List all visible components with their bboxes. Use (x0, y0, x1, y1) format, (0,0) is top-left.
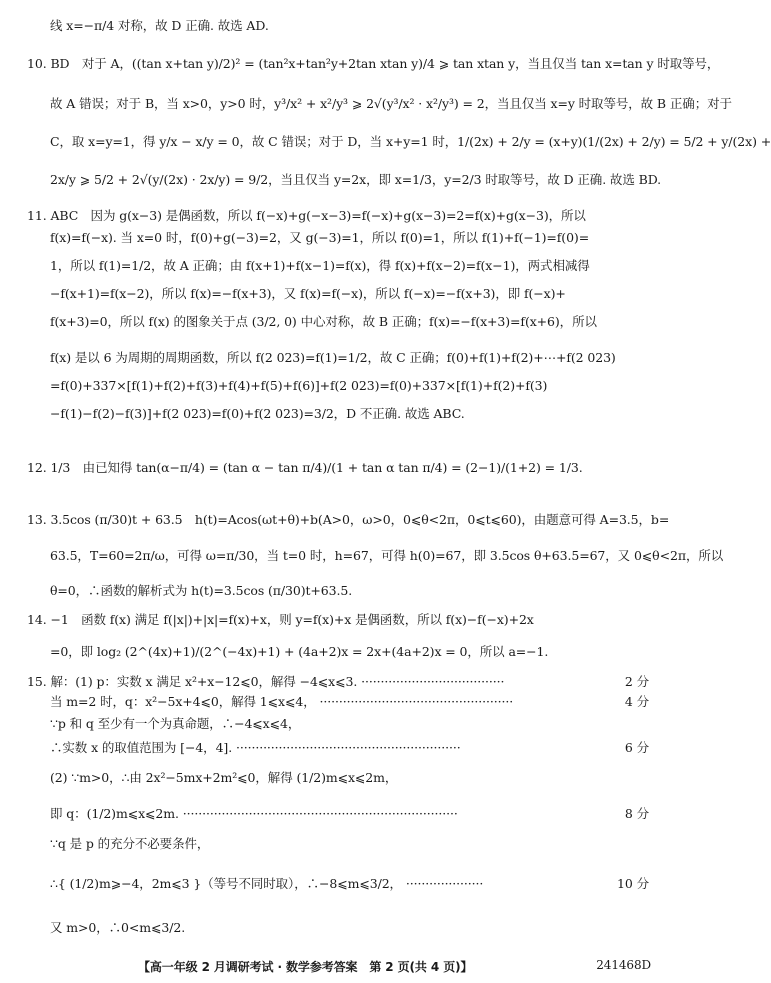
score-8: 8 分 (624, 806, 649, 821)
problem-15-line-1: 15. 解：(1) p：实数 x 满足 x²+x−12⩽0，解得 −4⩽x⩽3. ····································· (27, 674, 505, 689)
problem-10-line-4: 2x/y ⩾ 5/2 + 2√(y/(2x) · 2x/y) = 9/2，当且仅当 y=2x，即 x=1/3，y=2/3 时取等号，故 D 正确. 故选 BD. (50, 172, 662, 187)
problem-11-line-3: 1，所以 f(1)=1/2，故 A 正确；由 f(x+1)+f(x−1)=f(x)，得 f(x)+f(x−2)=f(x−1)，两式相减得 (50, 258, 590, 273)
problem-11-line-8: −f(1)−f(2)−f(3)]+f(2 023)=f(0)+f(2 023)=3/2，D 不正确. 故选 ABC. (50, 406, 465, 421)
problem-13-line-2: 63.5，T=60=2π/ω，可得 ω=π/30，当 t=0 时，h=67，可得 h(0)=67，即 3.5cos θ+63.5=67，又 0⩽θ<2π，所以 (50, 548, 724, 563)
page-footer (0, 958, 677, 976)
problem-15-line-5: (2) ∵m>0，∴由 2x²−5mx+2m²⩽0，解得 (1/2)m⩽x⩽2m， (50, 770, 398, 785)
problem-11-line-5: f(x+3)=0，所以 f(x) 的图象关于点 (3/2, 0) 中心对称，故 B 正确；f(x)=−f(x+3)=f(x+6)，所以 (50, 314, 597, 329)
problem-15-line-3: ∵p 和 q 至少有一个为真命题，∴−4⩽x⩽4， (50, 716, 301, 731)
score-10: 10 分 (617, 876, 649, 891)
score-2: 2 分 (624, 674, 649, 689)
problem-10-line-1: 10. BD 对于 A，((tan x+tan y)/2)² = (tan²x+tan²y+2tan xtan y)/4 ⩾ tan xtan y，当且仅当 tan x=tan y 时取等号， (27, 56, 720, 71)
problem-15-line-2: 当 m=2 时，q：x²−5x+4⩽0，解得 1⩽x⩽4， ·················································· (50, 694, 514, 709)
score-6: 6 分 (624, 740, 649, 755)
problem-12: 12. 1/3 由已知得 tan(α−π/4) = (tan α − tan π/4)/(1 + tan α tan π/4) = (2−1)/(1+2) = 1/3. (27, 460, 583, 475)
score-4: 4 分 (624, 694, 649, 709)
problem-11-line-4: −f(x+1)=f(x−2)，所以 f(x)=−f(x+3)，又 f(x)=f(−x)，所以 f(−x)=−f(x+3)，即 f(−x)+ (50, 286, 566, 301)
problem-10-line-2: 故 A 错误；对于 B，当 x>0，y>0 时，y³/x² + x²/y³ ⩾ 2√(y³/x² · x²/y³) = 2，当且仅当 x=y 时取等号，故 B 正确；对于 (50, 96, 732, 111)
problem-15-line-9: 又 m>0，∴0<m⩽3/2. (50, 920, 186, 935)
problem-15-line-7: ∵q 是 p 的充分不必要条件， (50, 836, 210, 851)
problem-13-line-1: 13. 3.5cos (π/30)t + 63.5 h(t)=Acos(ωt+θ)+b(A>0，ω>0，0⩽θ<2π，0⩽t⩽60)，由题意可得 A=3.5，b= (27, 512, 670, 527)
problem-11-line-7: =f(0)+337×[f(1)+f(2)+f(3)+f(4)+f(5)+f(6)]+f(2 023)=f(0)+337×[f(1)+f(2)+f(3) (50, 378, 548, 393)
problem-15-line-4: ∴实数 x 的取值范围为 [−4，4]. ·························································· (50, 740, 461, 755)
problem-14-line-1: 14. −1 函数 f(x) 满足 f(|x|)+|x|=f(x)+x，则 y=f(x)+x 是偶函数，所以 f(x)−f(−x)+2x (27, 612, 534, 627)
footer-code: 241468D (596, 958, 651, 972)
line-9-end: 线 x=−π/4 对称，故 D 正确. 故选 AD. (50, 18, 269, 33)
problem-11-line-6: f(x) 是以 6 为周期的周期函数，所以 f(2 023)=f(1)=1/2，故 C 正确；f(0)+f(1)+f(2)+⋯+f(2 023) (50, 350, 616, 365)
problem-11-line-1: 11. ABC 因为 g(x−3) 是偶函数，所以 f(−x)+g(−x−3)=f(−x)+g(x−3)=2=f(x)+g(x−3)，所以 (27, 208, 586, 223)
problem-11-line-2: f(x)=f(−x). 当 x=0 时，f(0)+g(−3)=2，又 g(−3)=1，所以 f(0)=1，所以 f(1)+f(−1)=f(0)= (50, 230, 590, 245)
footer-title: 【高一年级 2 月调研考试 · 数学参考答案 第 2 页(共 4 页)】 (138, 960, 473, 974)
problem-14-line-2: =0，即 log₂ (2^(4x)+1)/(2^(−4x)+1) + (4a+2)x = 2x+(4a+2)x = 0，所以 a=−1. (50, 644, 549, 659)
problem-10-line-3: C，取 x=y=1，得 y/x − x/y = 0，故 C 错误；对于 D，当 x+y=1 时，1/(2x) + 2/y = (x+y)(1/(2x) + 2/y) = 5/2 + y/(2x) + (50, 134, 771, 149)
problem-13-line-3: θ=0，∴函数的解析式为 h(t)=3.5cos (π/30)t+63.5. (50, 583, 353, 598)
problem-15-line-6: 即 q：(1/2)m⩽x⩽2m. ······································································· (50, 806, 458, 821)
problem-15-line-8: ∴{ (1/2)m⩾−4，2m⩽3 }（等号不同时取），∴−8⩽m⩽3/2， ···················· (50, 876, 484, 891)
